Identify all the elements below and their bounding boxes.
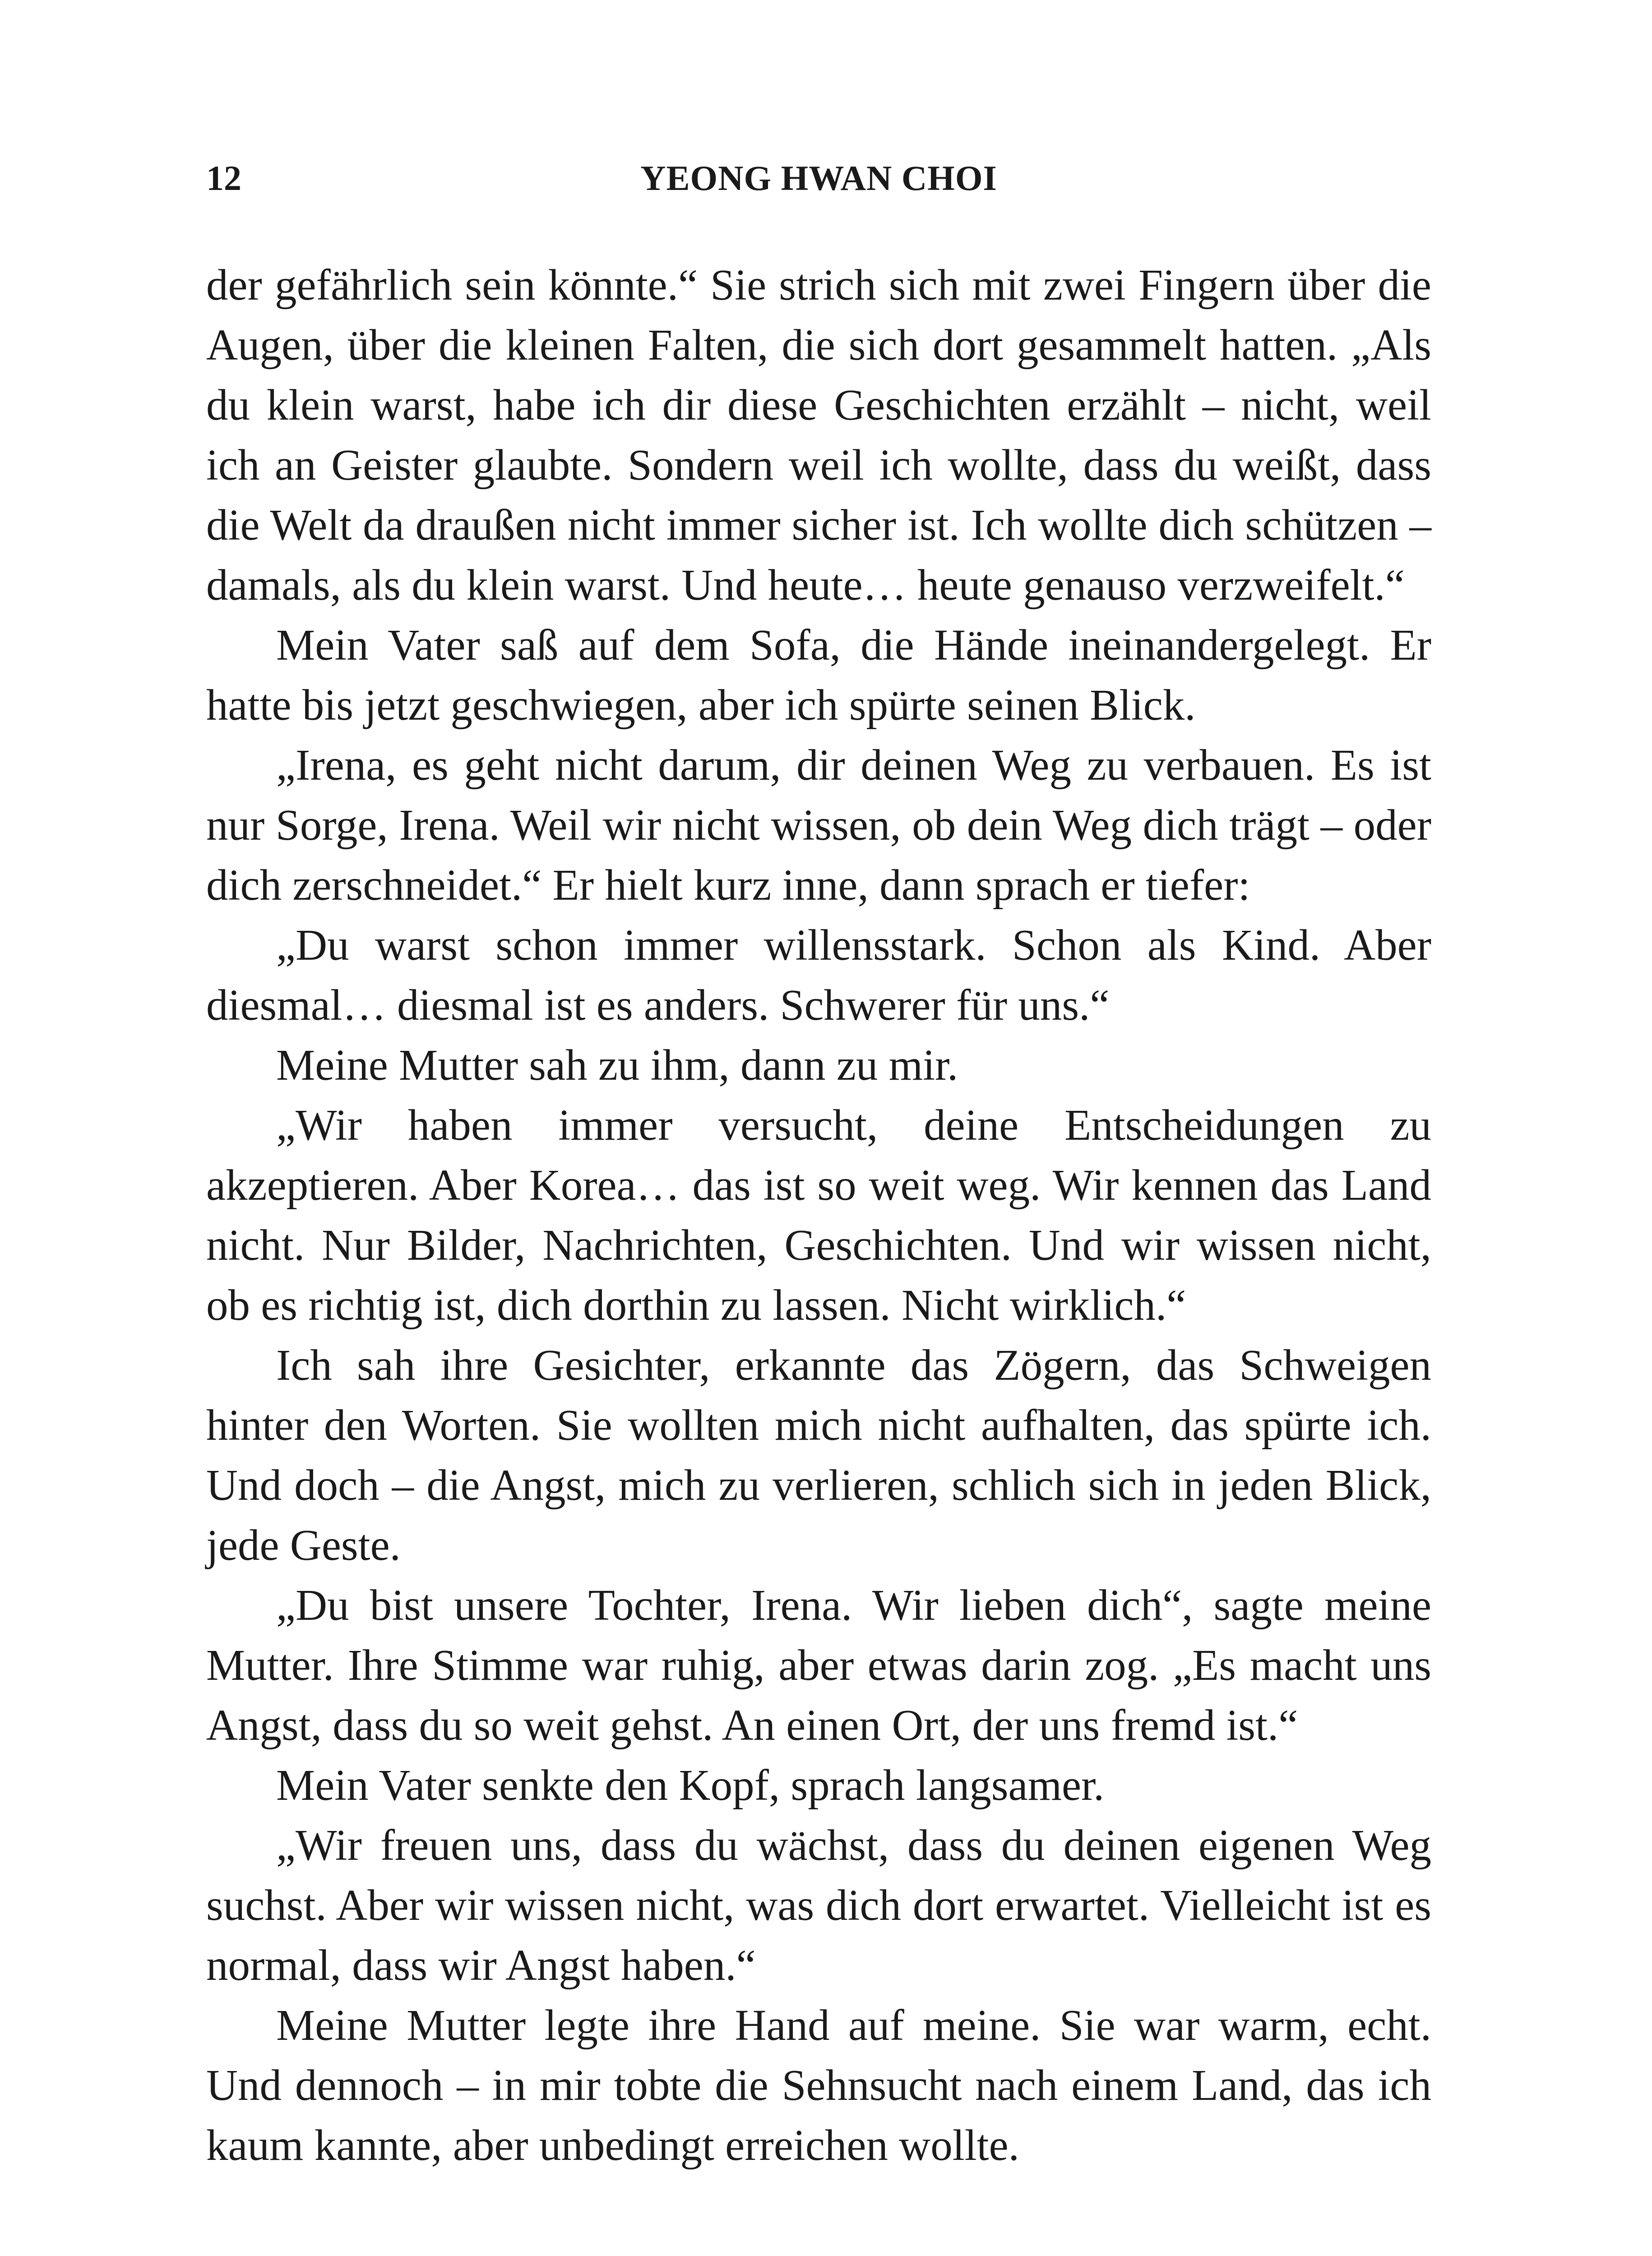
paragraph: Mein Vater senkte den Kopf, sprach langsamer. (276, 1761, 1105, 1809)
paragraph: „Irena, es geht nicht darum, dir deinen Weg zu verbauen. Es ist nur Sorge, Irena. Weil wir nicht wissen, ob dein Weg dich trägt – oder dich zerschneidet.“ Er hielt kurz inne, dann sprach er tiefer: (206, 741, 1431, 909)
paragraph: „Du bist unsere Tochter, Irena. Wir lieben dich“, sagte meine Mutter. Ihre Stimme war ruhig, aber etwas darin zog. „Es macht uns Angst, dass du so weit gehst. An einen Ort, der uns fremd ist.“ (206, 1581, 1431, 1749)
paragraph: der gefährlich sein könnte.“ Sie strich sich mit zwei Fingern über die Augen, über die kleinen Falten, die sich dort gesammelt hatten. „Als du klein warst, habe ich dir diese Geschichten erzählt – nicht, weil ich an Geister glaubte. Sondern weil ich wollte, dass du weißt, dass die Welt da draußen nicht immer sicher ist. Ich wollte dich schützen – damals, als du klein warst. Und heute… heute genauso verzweifelt.“ (206, 261, 1431, 609)
paragraph: „Wir haben immer versucht, deine Entscheidungen zu akzeptieren. Aber Korea… das ist so weit weg. Wir kennen das Land nicht. Nur Bilder, Nachrichten, Geschichten. Und wir wissen nicht, ob es richtig ist, dich dorthin zu lassen. Nicht wirklich.“ (206, 1101, 1431, 1329)
paragraph: „Wir freuen uns, dass du wächst, dass du deinen eigenen Weg suchst. Aber wir wissen nicht, was dich dort erwartet. Vielleicht ist es normal, dass wir Angst haben.“ (206, 1821, 1431, 1989)
paragraph: Ich sah ihre Gesichter, erkannte das Zögern, das Schweigen hinter den Worten. Sie wollten mich nicht aufhalten, das spürte ich. Und doch – die Angst, mich zu verlieren, schlich sich in jeden Blick, jede Geste. (206, 1341, 1431, 1569)
paragraph: Meine Mutter sah zu ihm, dann zu mir. (276, 1041, 958, 1089)
running-head-author: YEONG HWAN CHOI (640, 158, 997, 198)
page-number: 12 (206, 158, 241, 198)
body-text (206, 255, 1431, 2175)
book-page (206, 0, 1431, 2256)
paragraph: Meine Mutter legte ihre Hand auf meine. Sie war warm, echt. Und dennoch – in mir tobte die Sehnsucht nach einem Land, das ich kaum kannte, aber unbedingt erreichen wollte. (206, 2001, 1431, 2169)
paragraph: Mein Vater saß auf dem Sofa, die Hände ineinandergelegt. Er hatte bis jetzt geschwiegen, aber ich spürte seinen Blick. (206, 621, 1431, 729)
paragraph: „Du warst schon immer willensstark. Schon als Kind. Aber diesmal… diesmal ist es anders. Schwerer für uns.“ (206, 921, 1431, 1029)
running-head (206, 156, 1431, 201)
